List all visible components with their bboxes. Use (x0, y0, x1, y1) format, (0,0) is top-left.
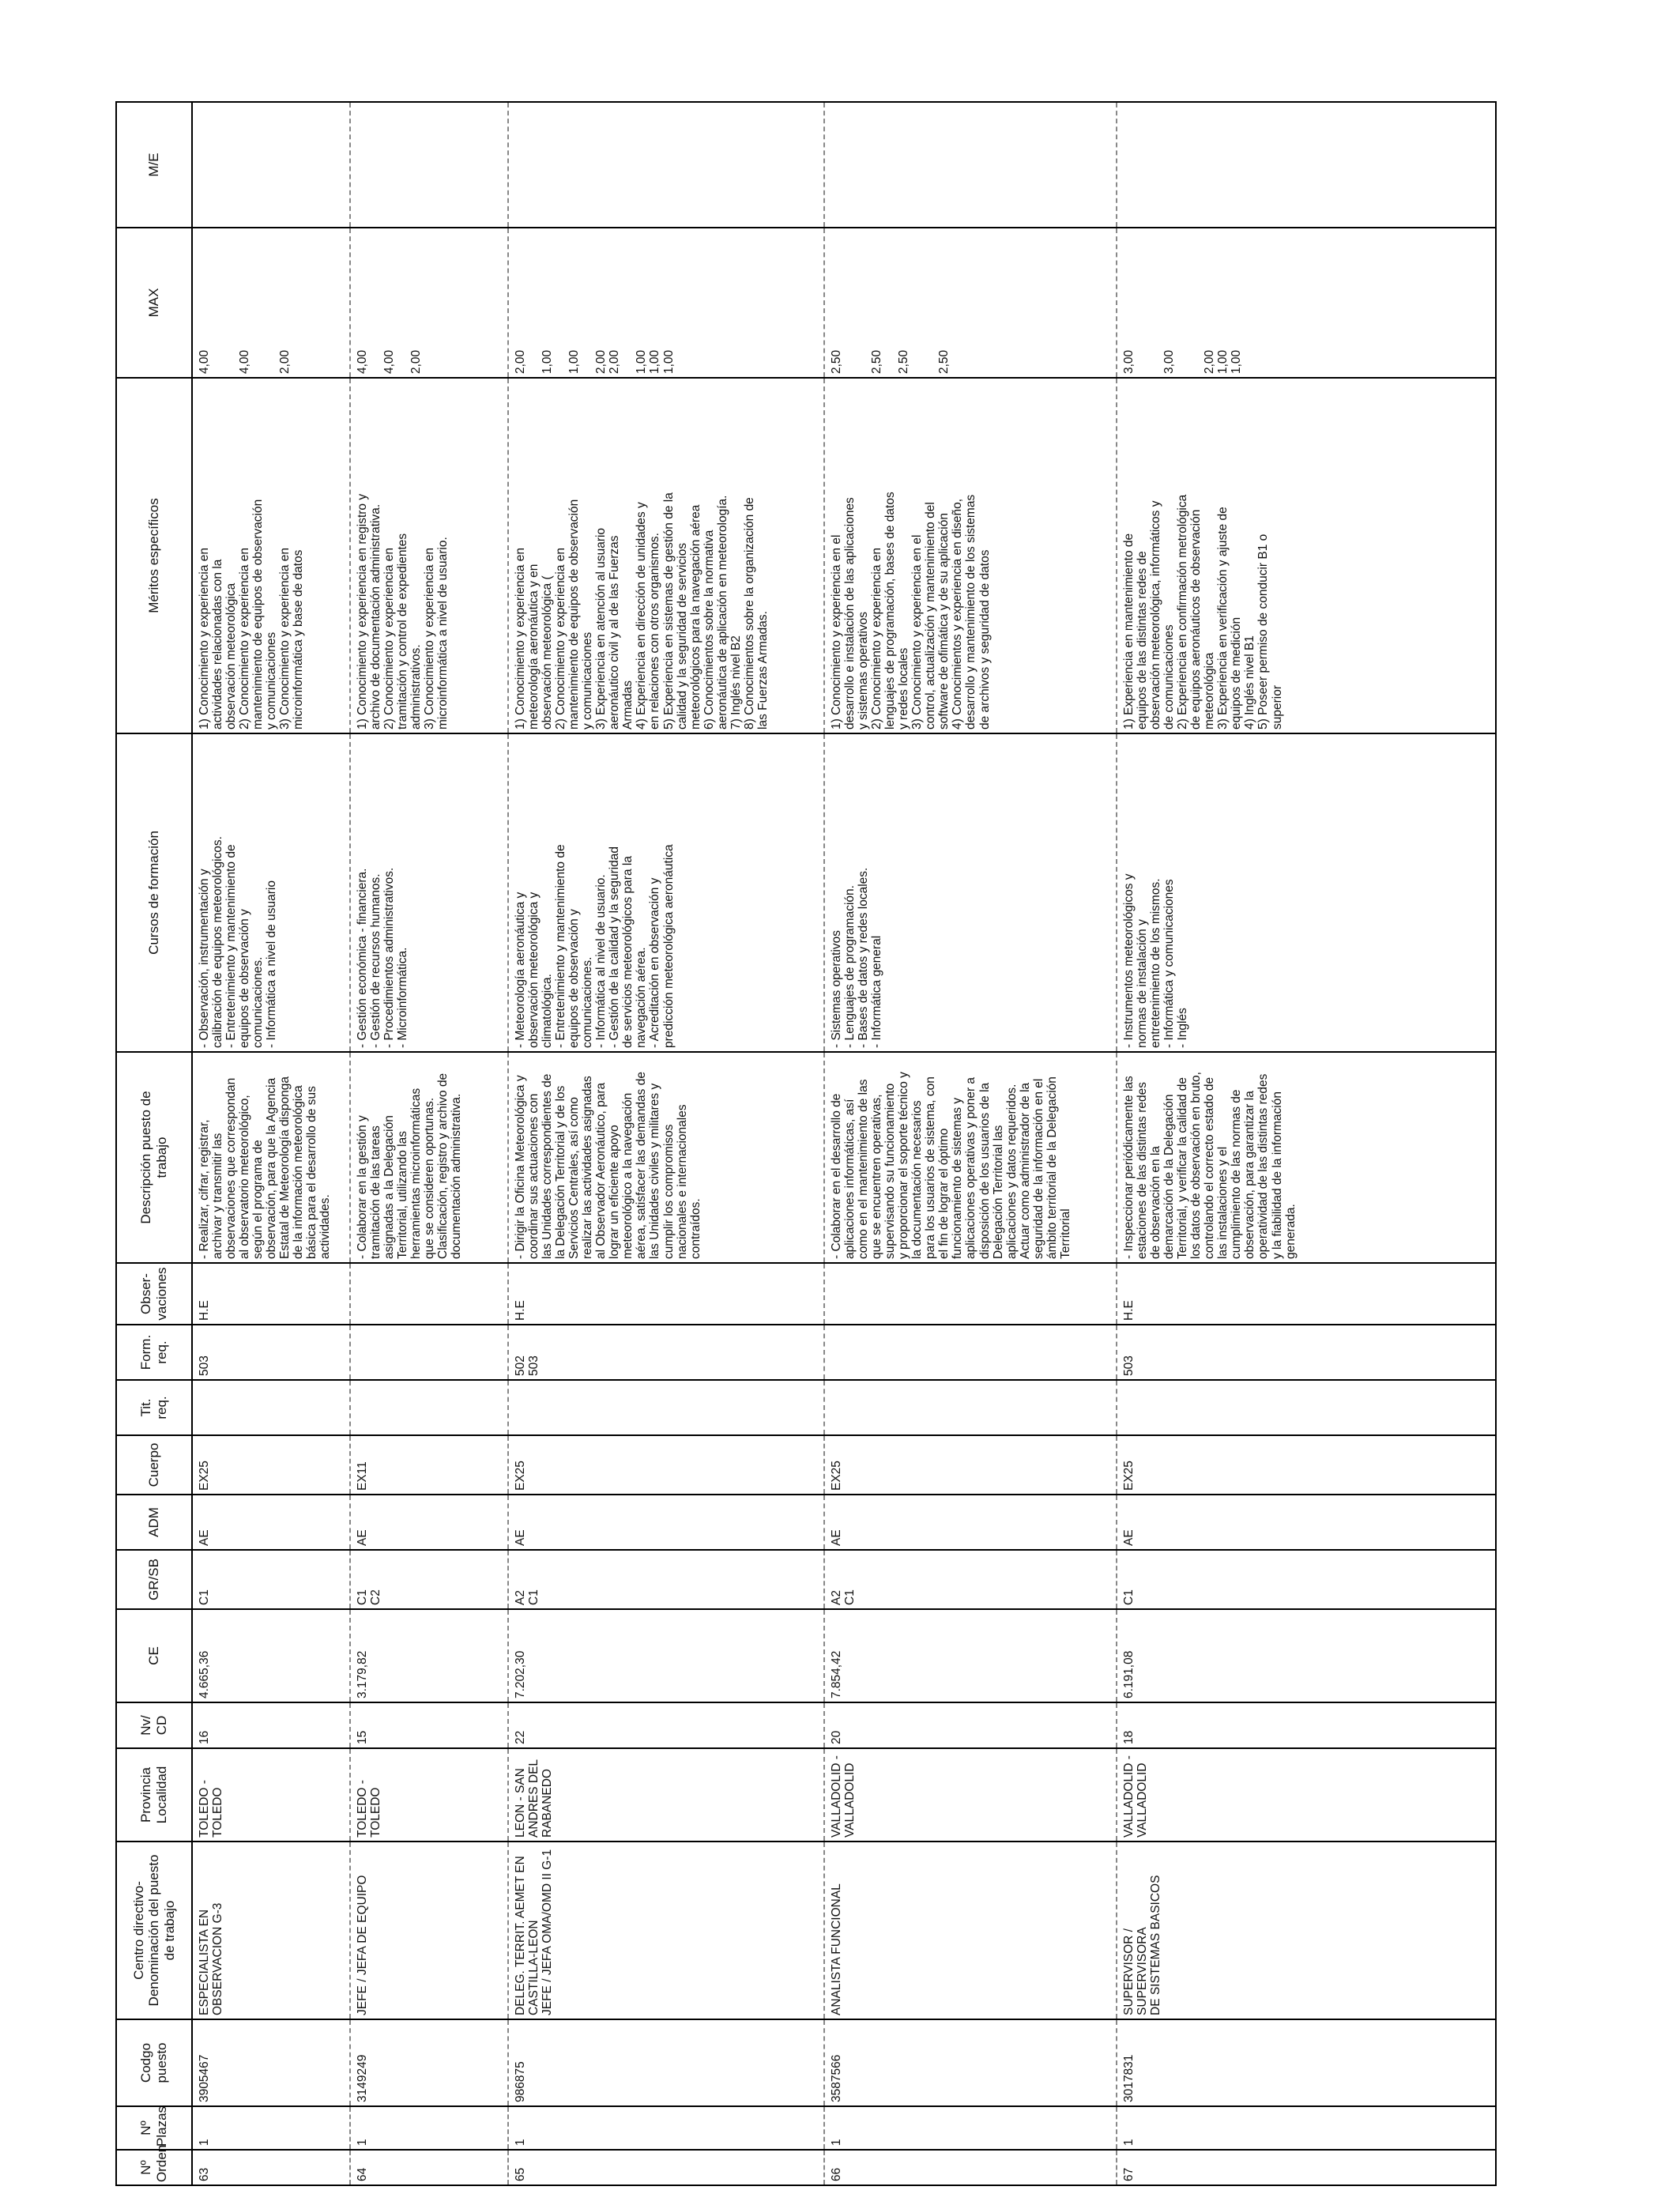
cell-cuerpo: EX25 (508, 1435, 824, 1495)
table-row (508, 102, 824, 2185)
cell-codigo: 3587566 (824, 2019, 1117, 2106)
cell-cursos: - Instrumentos meteorológicos y normas de instalación y entretenimiento de los mismos. - Informática y comunicaciones - Inglés (1117, 733, 1496, 1052)
cell-me (508, 102, 824, 228)
cell-meritos: 1) Conocimiento y experiencia en el desarrollo e instalación de las aplicaciones y sistemas operativos 2) Conocimiento y experiencia en lenguajes de programación, bases de datos y redes locales 3) Conocimiento y experiencia en el control, actualización y mantenimiento del software de ofimática y de su aplicación 4) Conocimientos y experiencia en diseño, desarrollo y mantenimiento de los sistemas de archivos y seguridad de datos (824, 378, 1117, 733)
cell-tit (1117, 1380, 1496, 1435)
cell-form: 502 503 (508, 1325, 824, 1380)
cell-max (192, 228, 350, 378)
cell-centro (508, 1842, 824, 2019)
cell-descripcion: - Inspeccionar periódicamente las estaciones de las distintas redes de observación en la demarcación de la Delegación Territorial, y verificar la calidad de los datos de observación en bruto, controlando el correcto estado de las instalaciones y el cumplimiento de las normas de observación, para garantizar la operatividad de las distintas redes y la fiabilidad de la información generada. (1117, 1052, 1496, 1263)
max-value (843, 232, 857, 374)
max-value (910, 232, 924, 374)
max-value: 2,00 (278, 349, 292, 374)
max-value (621, 232, 635, 374)
max-value (265, 232, 278, 374)
cell-descripcion: - Dirigir la Oficina Meteorológica y coordinar sus actuaciones con las Unidades correspondientes de la Delegación Territorial y de los Servicios Centrales, así como realizar las actividades asignadas al Observador Aeronáutico, para lograr un eficiente apoyo meteorológico a la navegación aérea, satisfacer las demandas de las Unidades civiles y militares y cumplir los compromisos nacionales e internacionales contraídos. (508, 1052, 824, 1263)
cell-plazas: 1 (192, 2106, 350, 2150)
table-row (192, 102, 350, 2185)
max-value: 4,00 (238, 349, 252, 374)
cell-me (350, 102, 508, 228)
cell-nivel: 22 (508, 1702, 824, 1748)
cell-adm: AE (350, 1495, 508, 1550)
cell-obs (350, 1263, 508, 1325)
cell-orden: 63 (192, 2150, 350, 2185)
table-row (1117, 102, 1496, 2185)
cell-form (350, 1325, 508, 1380)
col-cursos: Cursos de formación (116, 733, 192, 1052)
cell-ce: 7.854,42 (824, 1609, 1117, 1702)
max-value (1149, 232, 1162, 374)
cell-adm: AE (824, 1495, 1117, 1550)
cell-me (824, 102, 1117, 228)
cell-tit (824, 1380, 1117, 1435)
cell-plazas: 1 (824, 2106, 1117, 2150)
cell-plazas: 1 (508, 2106, 824, 2150)
cell-ce: 4.665,36 (192, 1609, 350, 1702)
cell-max (1117, 228, 1496, 378)
cell-obs: H.E (508, 1263, 824, 1325)
cell-grupo: C1 (1117, 1550, 1496, 1609)
cell-cuerpo: EX11 (350, 1435, 508, 1495)
max-value (211, 232, 224, 374)
max-value: 2,00 (1203, 349, 1217, 374)
cell-grupo: C1 C2 (350, 1550, 508, 1609)
cell-adm: AE (192, 1495, 350, 1550)
cell-codigo: 986875 (508, 2019, 824, 2106)
cell-form: 503 (1117, 1325, 1496, 1380)
col-centro: Centro directivo- Denominación del puesto de trabajo (116, 1842, 192, 2019)
col-me: M/E (116, 102, 192, 228)
col-max: MAX (116, 228, 192, 378)
max-value: 3,00 (1122, 349, 1136, 374)
max-value: 4,00 (356, 349, 369, 374)
cell-orden: 67 (1117, 2150, 1496, 2185)
max-value: 1,00 (635, 349, 649, 374)
max-value: 1,00 (648, 349, 662, 374)
max-value: 2,50 (830, 349, 843, 374)
cell-centro: SUPERVISOR / SUPERVISORA DE SISTEMAS BASICOS (1117, 1842, 1496, 2019)
col-form: Form. req. (116, 1325, 192, 1380)
cell-plazas: 1 (350, 2106, 508, 2150)
col-ce: CE (116, 1609, 192, 1702)
cell-meritos: 1) Conocimiento y experiencia en meteorología aeronáutica y en observación meteorológica ( 2) Conocimiento y experiencia en mantenimiento de equipos de observación y comunicaciones 3) Experiencia en atención al usuario aeronáutico civil y al de las Fuerzas Armadas 4) Experiencia en dirección de unidades y en relaciones con otros organismos. 5) Experiencia en sistemas de gestión de la calidad y la seguridad de servicios meteorológicos para la navegación aérea 6) Conocimientos sobre la normativa aeronáutica de aplicación en meteorología. 7) Inglés nivel B2 8) Conocimientos sobre la organización de las Fuerzas Armadas. (508, 378, 824, 733)
max-value (527, 232, 541, 374)
col-nivel: Nv/ CD (116, 1702, 192, 1748)
max-value (396, 232, 409, 374)
col-provincia: Provincia Localidad (116, 1748, 192, 1842)
max-value: 4,00 (198, 349, 211, 374)
cell-obs: H.E (1117, 1263, 1496, 1325)
max-value: 4,00 (382, 349, 397, 374)
cell-adm: AE (1117, 1495, 1496, 1550)
cell-ce: 3.179,82 (350, 1609, 508, 1702)
table-row (350, 102, 508, 2185)
max-value: 1,00 (1230, 349, 1244, 374)
max-value: 2,50 (870, 349, 884, 374)
cell-grupo: A2 C1 (824, 1550, 1117, 1609)
col-tit: Tit. req. (116, 1380, 192, 1435)
cell-adm: AE (508, 1495, 824, 1550)
cell-tit (508, 1380, 824, 1435)
max-value (581, 232, 594, 374)
col-adm: ADM (116, 1495, 192, 1550)
col-cuerpo: Cuerpo (116, 1435, 192, 1495)
col-grupo: GR/SB (116, 1550, 192, 1609)
cell-plazas: 1 (1117, 2106, 1496, 2150)
max-value (554, 232, 567, 374)
max-value (1136, 232, 1149, 374)
max-value (857, 232, 870, 374)
cell-provincia: VALLADOLID - VALLADOLID (1117, 1748, 1496, 1842)
cell-orden: 65 (508, 2150, 824, 2185)
max-value: 1,00 (1216, 349, 1230, 374)
col-meritos: Méritos específicos (116, 378, 192, 733)
cell-cuerpo: EX25 (824, 1435, 1117, 1495)
cell-cuerpo: EX25 (1117, 1435, 1496, 1495)
max-value: 3,00 (1162, 349, 1177, 374)
max-value (251, 232, 265, 374)
cell-obs (824, 1263, 1117, 1325)
cell-orden: 64 (350, 2150, 508, 2185)
col-codigo: Codgo puesto (116, 2019, 192, 2106)
table-row (824, 102, 1117, 2185)
cell-nivel: 16 (192, 1702, 350, 1748)
max-value: 1,00 (541, 349, 555, 374)
cell-meritos: 1) Experiencia en mantenimiento de equipos de las distintas redes de observación meteorológica, informáticos y de comunicaciones 2) Experiencia en confirmación metrológica de equipos aeronáuticos de observación meteorológica 3) Experiencia en verificación y ajuste de equipos de medición 4) Inglés nivel B1 5) Poseer permiso de conducir B1 o superior (1117, 378, 1496, 733)
cell-me (192, 102, 350, 228)
cell-nivel: 20 (824, 1702, 1117, 1748)
cell-cursos: - Observación, instrumentación y calibración de equipos meteorológicos. - Entretenimiento y mantenimiento de equipos de observación y comunicaciones. - Informática a nivel de usuario (192, 733, 350, 1052)
cell-cursos: - Meteorología aeronáutica y observación meteorológica y climatológica. - Entretenimiento y mantenimiento de equipos de observación y comunicaciones. - Informática al nivel de usuario. - Gestión de la calidad y la seguridad de servicios meteorológicos para la navegación aérea. - Acreditación en observación y predicción meteorológica aeronáutica (508, 733, 824, 1052)
cell-cursos: - Sistemas operativos - Lenguajes de programación. - Bases de datos y redes locales. - Informática general (824, 733, 1117, 1052)
cell-me (1117, 102, 1496, 228)
cell-form: 503 (192, 1325, 350, 1380)
max-value: 2,50 (897, 349, 911, 374)
cell-centro: JEFE / JEFA DE EQUIPO (350, 1842, 508, 2019)
cell-nivel: 15 (350, 1702, 508, 1748)
cell-ce: 6.191,08 (1117, 1609, 1496, 1702)
cell-descripcion: - Colaborar en el desarrollo de aplicaciones informáticas, así como en el mantenimiento de las que se encuentren operativas, supervisando su funcionamiento y proporcionar el soporte técnico y la documentación necesarios para los usuarios de sistema, con el fin de lograr el óptimo funcionamiento de sistemas y aplicaciones operativas y poner a disposición de los usuarios de la Delegación Territorial las aplicaciones y datos requeridos. Actuar como administrador de la seguridad de la información en el ámbito territorial de la Delegación Territorial (824, 1052, 1117, 1263)
positions-table (115, 101, 1497, 2186)
centro-directivo: DELEG. TERRIT. AEMET EN CASTILLA-LEON (514, 1856, 541, 2015)
cell-centro: ESPECIALISTA EN OBSERVACION G-3 (192, 1842, 350, 2019)
cell-descripcion: - Colaborar en la gestión y tramitación de las tareas asignadas a la Delegación Territorial, utilizando las herramientas microinformáticas que se consideren oportunas. Clasificación, registro y archivo de documentación administrativa. (350, 1052, 508, 1263)
puesto-denominacion: JEFE / JEFA OMA/OMD II G-1 (541, 1849, 555, 2015)
cell-grupo: A2 C1 (508, 1550, 824, 1609)
cell-cuerpo: EX25 (192, 1435, 350, 1495)
cell-form (824, 1325, 1117, 1380)
cell-codigo: 3017831 (1117, 2019, 1496, 2106)
max-value (883, 232, 897, 374)
cell-nivel: 18 (1117, 1702, 1496, 1748)
cell-max (508, 228, 824, 378)
max-value: 2,50 (937, 349, 951, 374)
max-value: 2,00 (594, 349, 608, 374)
cell-max (824, 228, 1117, 378)
cell-ce: 7.202,30 (508, 1609, 824, 1702)
col-obs: Obser- vaciones (116, 1263, 192, 1325)
max-value (924, 232, 937, 374)
max-value: 2,00 (514, 349, 527, 374)
cell-descripcion: - Realizar, cifrar, registrar, archivar y transmitir las observaciones que correspondan al observatorio meteorológico, según el programa de observación, para que la Agencia Estatal de Meteorología disponga de la información meteorológica básica para el desarrollo de sus actividades. (192, 1052, 350, 1263)
cell-meritos: 1) Conocimiento y experiencia en actividades relacionadas con la observación meteorológica 2) Conocimiento y experiencia en mantenimiento de equipos de observación y comunicaciones 3) Conocimiento y experiencia en microinformática y base de datos (192, 378, 350, 733)
col-plazas: Nº Plazas (116, 2106, 192, 2150)
cell-cursos: - Gestión económica - financiera. - Gestión de recursos humanos. - Procedimientos administrativos. - Microinformática. (350, 733, 508, 1052)
cell-provincia: TOLEDO - TOLEDO (192, 1748, 350, 1842)
cell-tit (350, 1380, 508, 1435)
cell-centro: ANALISTA FUNCIONAL (824, 1842, 1117, 2019)
cell-orden: 66 (824, 2150, 1117, 2185)
cell-provincia: LEON - SAN ANDRES DEL RABANEDO (508, 1748, 824, 1842)
max-value: 1,00 (661, 349, 676, 374)
max-value: 2,00 (409, 349, 424, 374)
max-value: 1,00 (567, 349, 582, 374)
cell-obs: H.E (192, 1263, 350, 1325)
col-descripcion: Descripción puesto de trabajo (116, 1052, 192, 1263)
col-orden: Nº Orden (116, 2150, 192, 2185)
cell-tit (192, 1380, 350, 1435)
max-value (224, 232, 238, 374)
max-value (1176, 232, 1189, 374)
cell-grupo: C1 (192, 1550, 350, 1609)
max-value (1189, 232, 1203, 374)
max-value: 2,00 (608, 349, 622, 374)
cell-max (350, 228, 508, 378)
header-row (116, 102, 192, 2185)
cell-codigo: 3149249 (350, 2019, 508, 2106)
max-value (369, 232, 382, 374)
cell-provincia: VALLADOLID - VALLADOLID (824, 1748, 1117, 1842)
cell-provincia: TOLEDO - TOLEDO (350, 1748, 508, 1842)
cell-codigo: 3905467 (192, 2019, 350, 2106)
cell-meritos: 1) Conocimiento y experiencia en registro y archivo de documentación administrativa. 2) Conocimiento y experiencia en tramitación y control de expedientes administrativos. 3) Conocimiento y experiencia en microinformática a nivel de usuario. (350, 378, 508, 733)
